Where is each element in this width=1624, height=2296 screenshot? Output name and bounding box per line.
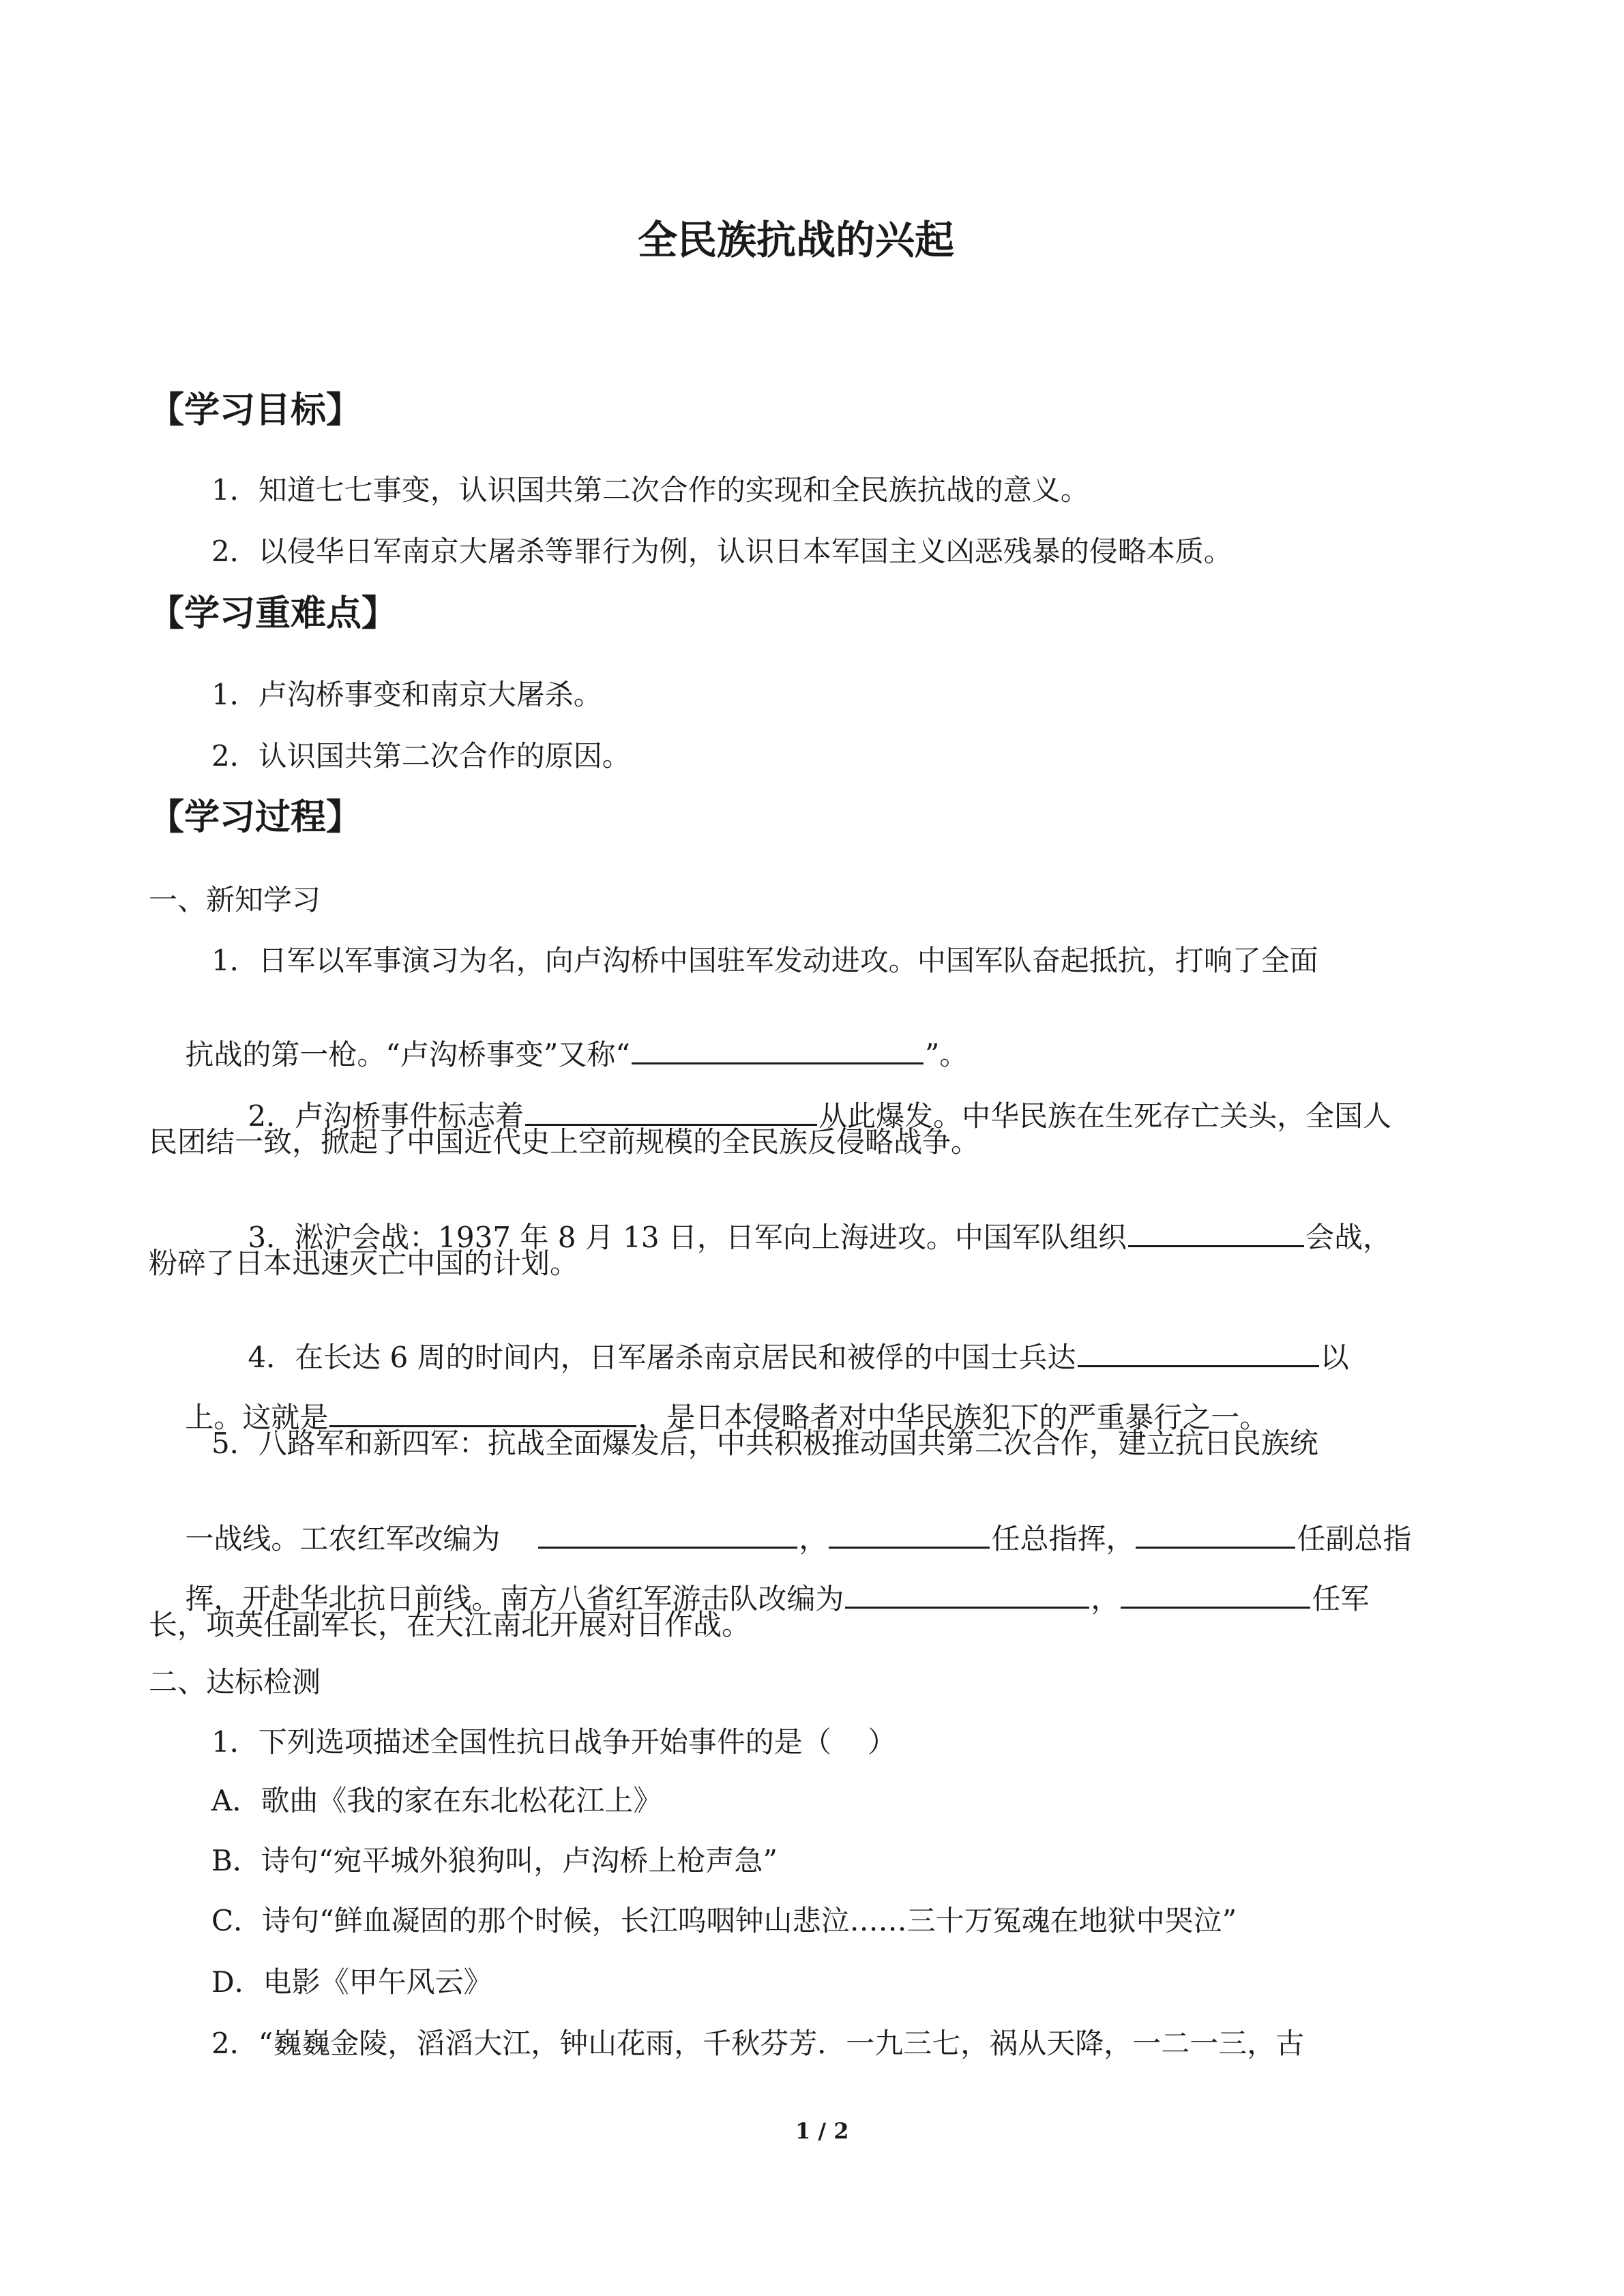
objective-item: 2．以侵华日军南京大屠杀等罪行为例，认识日本军国主义凶恶残暴的侵略本质。 — [211, 535, 1232, 568]
question-5-text: ， — [799, 1522, 828, 1555]
question-4-text: 4．在长达 6 周的时间内，日军屠杀南京居民和被俘的中国士兵达 — [248, 1341, 1076, 1374]
question-1-text: 抗战的第一枪。“卢沟桥事变”又称“ — [185, 1038, 630, 1071]
question-4-text: 以 — [1320, 1341, 1349, 1374]
question-1-line: 1．日军以军事演习为名，向卢沟桥中国驻军发动进攻。中国军队奋起抵抗，打响了全面 — [211, 944, 1318, 977]
mc-option: C．诗句“鲜血凝固的那个时候，长江呜咽钟山悲泣……三十万冤魂在地狱中哭泣” — [211, 1904, 1237, 1937]
mc-option: D．电影《甲午风云》 — [211, 1965, 492, 1999]
question-5-text: 一战线。工农红军改编为 — [185, 1522, 501, 1555]
answer-blank[interactable] — [329, 1398, 636, 1427]
question-5-text: 任副总指 — [1297, 1522, 1412, 1555]
question-5-text: ， — [1091, 1582, 1120, 1615]
mc-question-stem: 2．“巍巍金陵，滔滔大江，钟山花雨，千秋芬芳．一九三七，祸从天降，一二一三，古 — [211, 2027, 1305, 2060]
mc-option: B．诗句“宛平城外狼狗叫，卢沟桥上枪声急” — [211, 1844, 778, 1877]
answer-blank[interactable] — [1078, 1338, 1319, 1367]
mc-option: A．歌曲《我的家在东北松花江上》 — [211, 1784, 662, 1817]
section-heading-process: 【学习过程】 — [149, 796, 362, 838]
question-3-text: 3．淞沪会战：1937 年 8 月 13 日，日军向上海进攻。中国军队组织 — [248, 1221, 1127, 1254]
question-5-text: 任总指挥， — [991, 1522, 1135, 1555]
objective-item: 1．知道七七事变，认识国共第二次合作的实现和全民族抗战的意义。 — [211, 473, 1089, 507]
page-title: 全民族抗战的兴起 — [638, 217, 955, 263]
question-3-line: 粉碎了日本迅速灭亡中国的计划。 — [149, 1247, 579, 1280]
question-2-line: 民团结一致，掀起了中国近代史上空前规模的全民族反侵略战争。 — [149, 1125, 980, 1159]
answer-blank[interactable] — [1121, 1579, 1310, 1609]
question-1-text: ”。 — [924, 1038, 969, 1071]
question-5-text: 挥，开赴华北抗日前线。南方八省红军游击队改编为 — [185, 1582, 844, 1615]
answer-blank[interactable] — [1128, 1218, 1304, 1247]
section-heading-key-points: 【学习重难点】 — [149, 593, 398, 634]
question-5-line: 长，项英任副军长，在大江南北开展对日作战。 — [149, 1608, 751, 1641]
section-heading-objectives: 【学习目标】 — [149, 389, 362, 431]
key-point-item: 1．卢沟桥事变和南京大屠杀。 — [211, 678, 602, 711]
question-2-text: 2．卢沟桥事件标志着 — [248, 1099, 525, 1133]
question-5-line: 5．八路军和新四军：抗战全面爆发后，中共积极推动国共第二次合作，建立抗日民族统 — [211, 1427, 1318, 1460]
answer-blank[interactable] — [632, 1035, 924, 1064]
part-title-new-knowledge: 一、新知学习 — [149, 883, 321, 916]
mc-question-stem: 1．下列选项描述全国性抗日战争开始事件的是（ ） — [211, 1725, 897, 1759]
question-4-text: ，是日本侵略者对中华民族犯下的严重暴行之一。 — [638, 1401, 1269, 1434]
answer-blank[interactable] — [525, 1097, 817, 1126]
key-point-item: 2．认识国共第二次合作的原因。 — [211, 739, 631, 773]
question-5-text: 任军 — [1312, 1582, 1370, 1615]
answer-blank[interactable] — [1136, 1519, 1295, 1549]
answer-blank[interactable] — [829, 1519, 990, 1549]
question-2-text: 从此爆发。中华民族在生死存亡关头，全国人 — [818, 1099, 1392, 1133]
part-title-assessment: 二、达标检测 — [149, 1665, 321, 1699]
question-4-text: 上。这就是 — [185, 1401, 329, 1434]
answer-blank[interactable] — [845, 1579, 1089, 1609]
answer-blank[interactable] — [538, 1519, 797, 1549]
question-3-text: 会战， — [1305, 1221, 1391, 1254]
page-number: 1 / 2 — [795, 2118, 849, 2144]
